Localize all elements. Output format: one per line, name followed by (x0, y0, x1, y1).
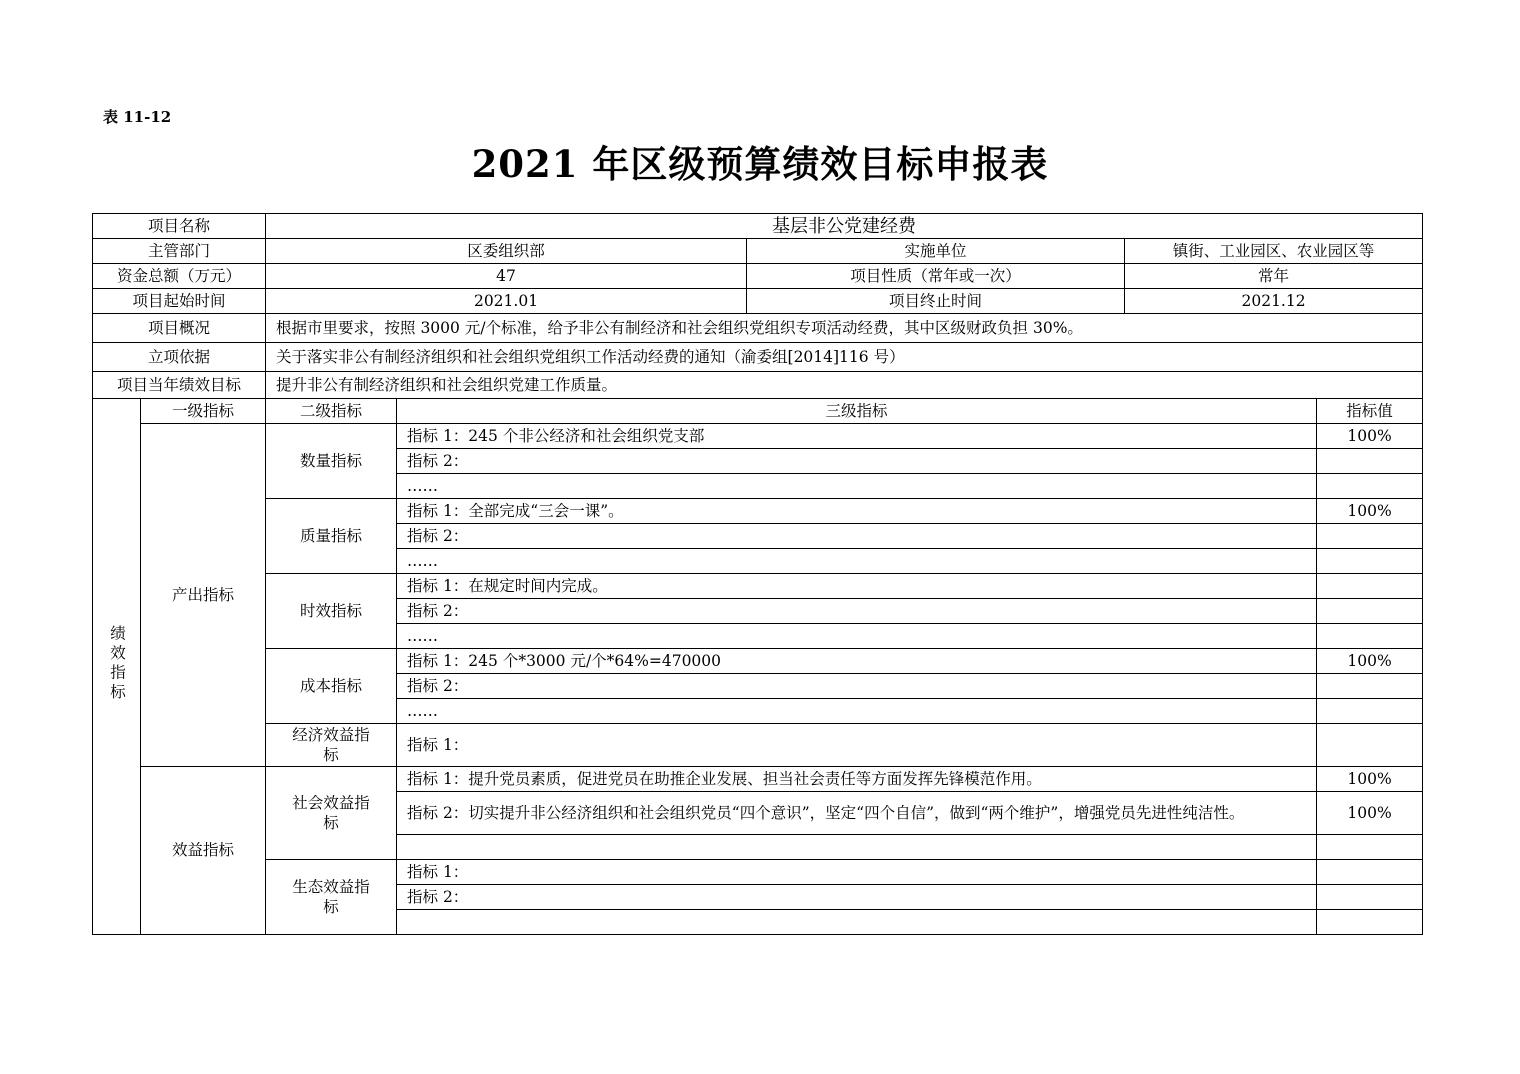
nature-value: 常年 (1125, 264, 1423, 289)
dept-label: 主管部门 (93, 239, 266, 264)
quantity-indicator-2: 指标 2： (397, 449, 1317, 474)
nature-label: 项目性质（常年或一次） (747, 264, 1125, 289)
social-indicator-1: 指标 1：提升党员素质，促进党员在助推企业发展、担当社会责任等方面发挥先锋模范作用。 (397, 767, 1317, 792)
row-goal (93, 372, 1423, 399)
header-level3: 三级指标 (397, 399, 1317, 424)
ecological-indicator-1: 指标 1： (397, 860, 1317, 885)
social-indicator-label: 社会效益指标 (266, 767, 397, 860)
timeliness-indicator-label: 时效指标 (266, 574, 397, 649)
social-indicator-empty (397, 835, 1317, 860)
project-name-value: 基层非公党建经费 (266, 214, 1423, 239)
row-fund (93, 264, 1423, 289)
impl-label: 实施单位 (747, 239, 1125, 264)
row-overview (93, 314, 1423, 343)
ecological-indicator-empty-value (1317, 910, 1423, 935)
row-basis (93, 343, 1423, 372)
impl-value: 镇街、工业园区、农业园区等 (1125, 239, 1423, 264)
goal-value: 提升非公有制经济组织和社会组织党建工作质量。 (266, 372, 1423, 399)
overview-value: 根据市里要求，按照 3000 元/个标准，给予非公有制经济和社会组织党组织专项活动经费，其中区级财政负担 30%。 (266, 314, 1423, 343)
quality-indicator-label: 质量指标 (266, 499, 397, 574)
perf-section-label (93, 399, 141, 935)
cost-indicator-1-value: 100% (1317, 649, 1423, 674)
timeliness-indicator-1: 指标 1：在规定时间内完成。 (397, 574, 1317, 599)
ecological-indicator-2: 指标 2： (397, 885, 1317, 910)
timeliness-indicator-more: …… (397, 624, 1317, 649)
social-indicator-2: 指标 2：切实提升非公经济组织和社会组织党员“四个意识”，坚定“四个自信”，做到“两个维护”，增强党员先进性纯洁性。 (397, 792, 1317, 835)
quantity-indicator-2-value (1317, 449, 1423, 474)
start-label: 项目起始时间 (93, 289, 266, 314)
economic-indicator-1-value (1317, 724, 1423, 767)
timeliness-indicator-more-value (1317, 624, 1423, 649)
economic-indicator-label: 经济效益指标 (266, 724, 397, 767)
cost-indicator-2: 指标 2： (397, 674, 1317, 699)
ecological-indicator-empty (397, 910, 1317, 935)
quality-indicator-2: 指标 2： (397, 524, 1317, 549)
start-value: 2021.01 (266, 289, 747, 314)
quality-indicator-1-value: 100% (1317, 499, 1423, 524)
table-row (93, 724, 1423, 767)
quantity-indicator-label: 数量指标 (266, 424, 397, 499)
timeliness-indicator-1-value (1317, 574, 1423, 599)
cost-indicator-1: 指标 1：245 个*3000 元/个*64%=470000 (397, 649, 1317, 674)
basis-label: 立项依据 (93, 343, 266, 372)
cost-indicator-more: …… (397, 699, 1317, 724)
document-title: 2021 年区级预算绩效目标申报表 (471, 142, 1049, 186)
quantity-indicator-1: 指标 1：245 个非公经济和社会组织党支部 (397, 424, 1317, 449)
cost-indicator-2-value (1317, 674, 1423, 699)
header-level1: 一级指标 (141, 399, 266, 424)
social-indicator-2-value: 100% (1317, 792, 1423, 835)
ecological-indicator-label: 生态效益指标 (266, 860, 397, 935)
row-period (93, 289, 1423, 314)
header-value: 指标值 (1317, 399, 1423, 424)
dept-value: 区委组织部 (266, 239, 747, 264)
quantity-indicator-more: …… (397, 474, 1317, 499)
quality-indicator-2-value (1317, 524, 1423, 549)
fund-label: 资金总额（万元） (93, 264, 266, 289)
ecological-indicator-1-value (1317, 860, 1423, 885)
table-row (93, 574, 1423, 599)
quality-indicator-more: …… (397, 549, 1317, 574)
fund-value: 47 (266, 264, 747, 289)
economic-indicator-1: 指标 1： (397, 724, 1317, 767)
quality-indicator-1: 指标 1：全部完成“三会一课”。 (397, 499, 1317, 524)
table-row (93, 649, 1423, 674)
end-value: 2021.12 (1125, 289, 1423, 314)
cost-indicator-label: 成本指标 (266, 649, 397, 724)
ecological-indicator-2-value (1317, 885, 1423, 910)
row-perf-header (93, 399, 1423, 424)
header-level2: 二级指标 (266, 399, 397, 424)
quality-indicator-more-value (1317, 549, 1423, 574)
row-department (93, 239, 1423, 264)
quantity-indicator-more-value (1317, 474, 1423, 499)
quantity-indicator-1-value: 100% (1317, 424, 1423, 449)
table-row (93, 424, 1423, 449)
benefit-indicator-label: 效益指标 (141, 767, 266, 935)
timeliness-indicator-2: 指标 2： (397, 599, 1317, 624)
timeliness-indicator-2-value (1317, 599, 1423, 624)
row-project-name (93, 214, 1423, 239)
cost-indicator-more-value (1317, 699, 1423, 724)
goal-label: 项目当年绩效目标 (93, 372, 266, 399)
table-row (93, 767, 1423, 792)
social-indicator-1-value: 100% (1317, 767, 1423, 792)
budget-performance-table (92, 213, 1423, 935)
table-number: 表 11-12 (103, 108, 172, 126)
output-indicator-label: 产出指标 (141, 424, 266, 767)
perf-section-text: 绩效指标 (108, 625, 126, 703)
basis-value: 关于落实非公有制经济组织和社会组织党组织工作活动经费的通知（渝委组[2014]116 号） (266, 343, 1423, 372)
end-label: 项目终止时间 (747, 289, 1125, 314)
social-indicator-empty-value (1317, 835, 1423, 860)
table-row (93, 860, 1423, 885)
project-name-label: 项目名称 (93, 214, 266, 239)
overview-label: 项目概况 (93, 314, 266, 343)
table-row (93, 499, 1423, 524)
